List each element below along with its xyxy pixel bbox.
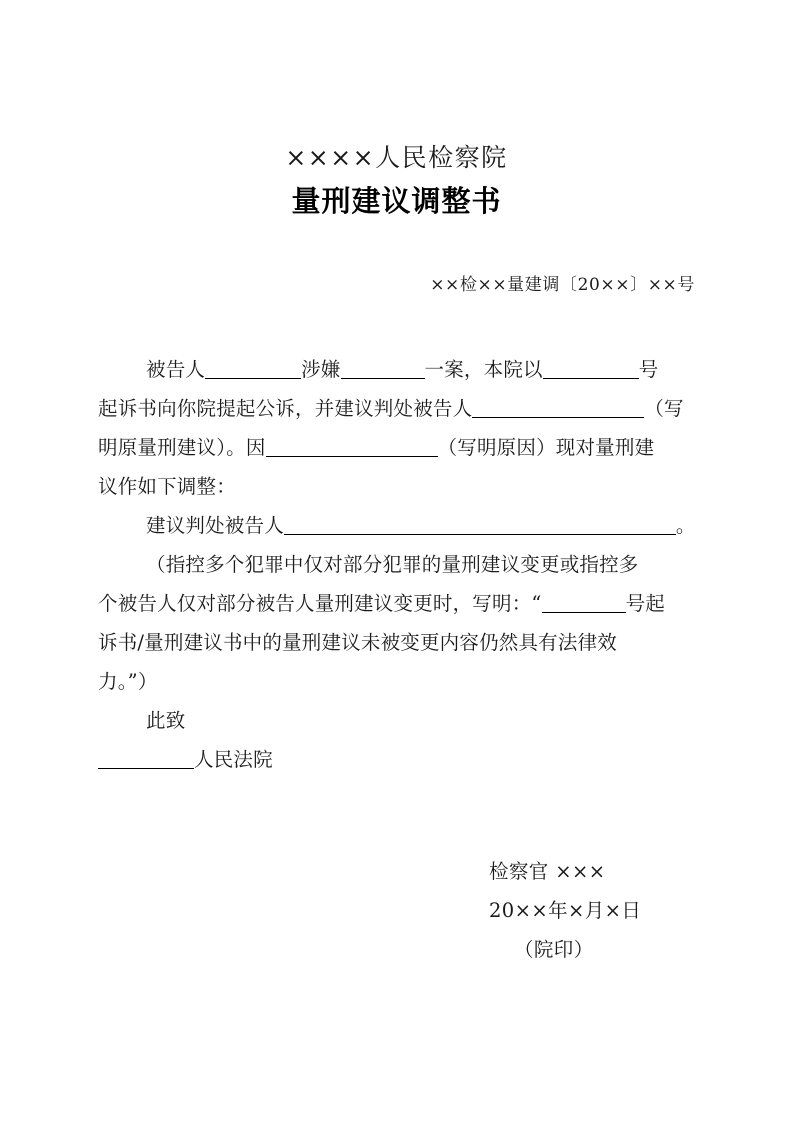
note-close-and-reason: 明原量刑建议）。因 bbox=[98, 436, 266, 459]
prosecutor-signature: 检察官 ××× bbox=[489, 860, 606, 883]
defendant-name-blank[interactable] bbox=[205, 359, 301, 379]
reason-blank[interactable] bbox=[266, 437, 438, 457]
quoted-doc-number-blank[interactable] bbox=[542, 593, 626, 613]
document-body bbox=[98, 350, 696, 779]
body-line-3 bbox=[98, 428, 696, 467]
charge-blank[interactable] bbox=[341, 359, 425, 379]
body-line-4: 议作如下调整： bbox=[98, 475, 236, 498]
body-line-7 bbox=[98, 584, 696, 623]
partial-change-clause: 个被告人仅对部分被告人量刑建议变更时，写明：“ bbox=[98, 592, 542, 615]
suspected-of-label: 涉嫌 bbox=[301, 358, 341, 381]
signature-block bbox=[0, 852, 793, 969]
prosecution-clause: 起诉书向你院提起公诉，并建议判处被告人 bbox=[98, 397, 473, 420]
defendant-label: 被告人 bbox=[146, 358, 206, 381]
adjusted-sentence-label: 建议判处被告人 bbox=[146, 514, 284, 537]
case-clause: 一案，本院以 bbox=[424, 358, 543, 381]
body-line-6: （指控多个犯罪中仅对部分犯罪的量刑建议变更或指控多 bbox=[146, 553, 639, 576]
document-number: ××检××量建调〔20××〕××号 bbox=[430, 275, 695, 295]
reason-note: （写明原因）现对量刑建 bbox=[437, 436, 655, 459]
closing-salutation: 此致 bbox=[146, 709, 186, 732]
body-line-2 bbox=[98, 389, 696, 428]
body-line-1 bbox=[98, 350, 696, 389]
official-seal-note: （院印） bbox=[514, 938, 594, 961]
court-name-blank[interactable] bbox=[98, 749, 194, 769]
number-suffix: 号 bbox=[638, 358, 659, 381]
note-open: （写 bbox=[644, 397, 684, 420]
issuing-organization: ××××人民检察院 bbox=[285, 143, 508, 172]
page-title: 量刑建议调整书 bbox=[291, 184, 502, 218]
sentence-period: 。 bbox=[675, 514, 696, 537]
body-line-9: 力。”） bbox=[98, 670, 158, 693]
addressee-line bbox=[98, 740, 696, 779]
original-sentence-blank[interactable] bbox=[472, 398, 644, 418]
body-line-5 bbox=[98, 506, 696, 545]
signature-date: 20××年×月×日 bbox=[489, 899, 642, 922]
body-line-8: 诉书/量刑建议书中的量刑建议未被变更内容仍然具有法律效 bbox=[98, 631, 617, 654]
quoted-number-suffix: 号起 bbox=[625, 592, 665, 615]
adjusted-sentence-blank[interactable] bbox=[284, 515, 676, 535]
indictment-number-blank[interactable] bbox=[543, 359, 639, 379]
court-label: 人民法院 bbox=[194, 748, 273, 771]
